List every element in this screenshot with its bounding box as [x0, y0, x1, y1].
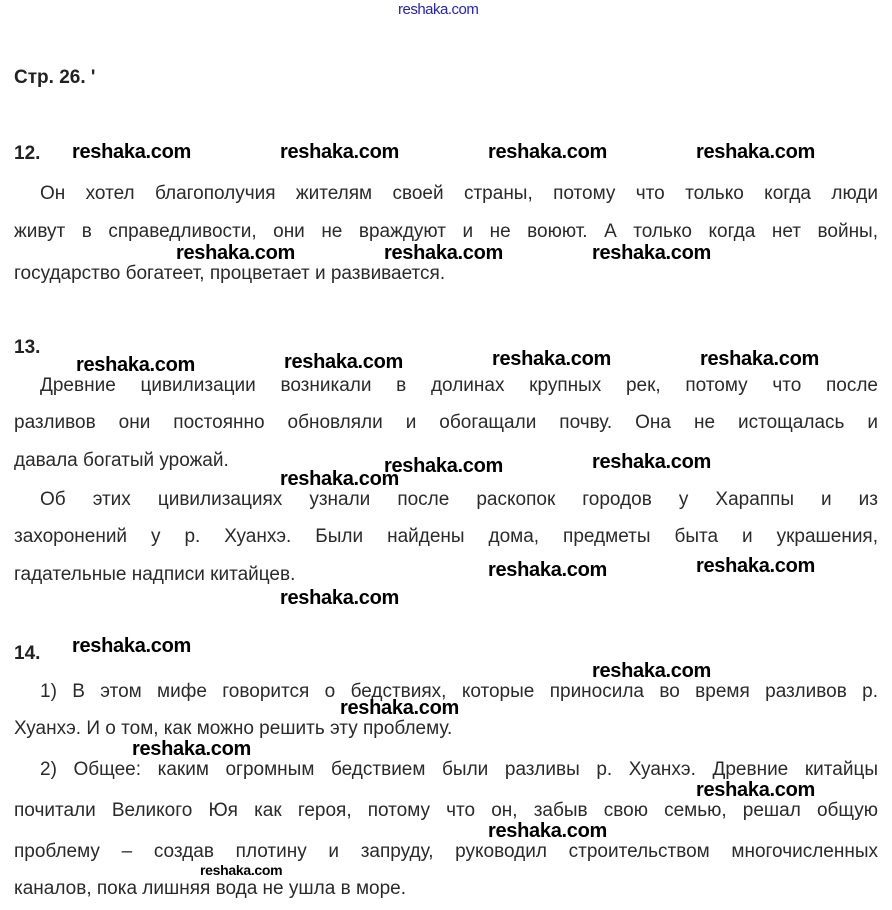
text-line: государство богатеет, процветает и развивается.	[14, 263, 446, 284]
watermark: reshaka.com	[176, 242, 295, 264]
watermark: reshaka.com	[280, 141, 399, 163]
watermark: reshaka.com	[696, 141, 815, 163]
watermark: reshaka.com	[280, 587, 399, 609]
watermark: reshaka.com	[592, 660, 711, 682]
watermark: reshaka.com	[384, 242, 503, 264]
watermark: reshaka.com	[488, 820, 607, 842]
task-number-14: 14.	[14, 643, 41, 664]
watermark: reshaka.com	[340, 697, 459, 719]
text-line: проблему – создав плотину и запруду, руководил строительством многочисленных	[14, 841, 878, 862]
text-line: каналов, пока лишняя вода не ушла в море.	[14, 878, 406, 899]
site-header-link[interactable]: reshaka.com	[398, 1, 479, 18]
text-line: гадательные надписи китайцев.	[14, 564, 296, 585]
watermark: reshaka.com	[72, 141, 191, 163]
task-number-12: 12.	[14, 143, 41, 164]
text-line: Об этих цивилизациях узнали после раскопок городов у Хараппы и из	[40, 489, 878, 510]
text-line: Он хотел благополучия жителям своей страны, потому что только когда люди	[40, 183, 878, 204]
watermark: reshaka.com	[492, 348, 611, 370]
text-line: Древние цивилизации возникали в долинах крупных рек, потому что после	[40, 375, 878, 396]
text-line: разливов они постоянно обновляли и обогащали почву. Она не истощалась и	[14, 412, 878, 433]
watermark: reshaka.com	[72, 635, 191, 657]
text-line: Хуанхэ. И о том, как можно решить эту проблему.	[14, 718, 453, 739]
watermark: reshaka.com	[488, 141, 607, 163]
text-line: почитали Великого Юя как героя, потому что он, забыв свою семью, решал общую	[14, 800, 878, 821]
task-number-13: 13.	[14, 337, 41, 358]
text-line: 1) В этом мифе говорится о бедствиях, которые приносила во время разливов р.	[40, 681, 878, 702]
watermark: reshaka.com	[76, 354, 195, 376]
text-line: 2) Общее: каким огромным бедствием были разливы р. Хуанхэ. Древние китайцы	[40, 759, 878, 780]
watermark: reshaka.com	[384, 455, 503, 477]
watermark: reshaka.com	[132, 738, 251, 760]
watermark: reshaka.com	[700, 348, 819, 370]
watermark: reshaka.com	[280, 468, 399, 490]
watermark: reshaka.com	[592, 451, 711, 473]
watermark: reshaka.com	[592, 242, 711, 264]
watermark: reshaka.com	[696, 779, 815, 801]
watermark: reshaka.com	[696, 555, 815, 577]
text-line: захоронений у р. Хуанхэ. Были найдены дома, предметы быта и украшения,	[14, 526, 878, 547]
page-label: Стр. 26. '	[14, 67, 96, 88]
watermark: reshaka.com	[488, 559, 607, 581]
text-line: живут в справедливости, они не враждуют и не воюют. А только когда нет войны,	[14, 221, 878, 242]
watermark: reshaka.com	[284, 351, 403, 373]
watermark: reshaka.com	[200, 862, 283, 878]
text-line: давала богатый урожай.	[14, 450, 229, 471]
